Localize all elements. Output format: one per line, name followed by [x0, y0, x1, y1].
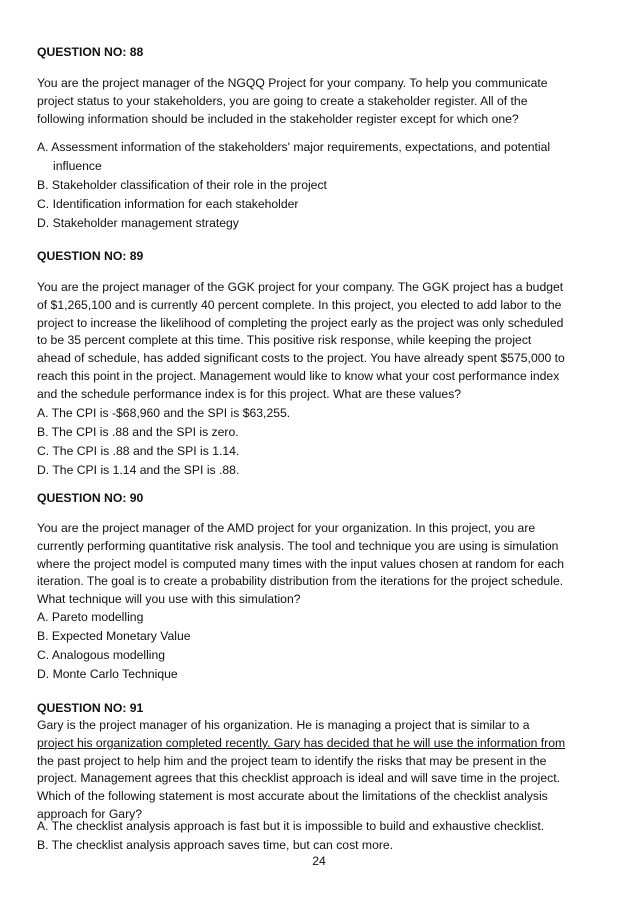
- question-line: to be 35 percent complete at this time. This positive risk response, while keeping the project: [37, 333, 532, 348]
- question-line: reach this point in the project. Management would like to know what your cost performance index: [37, 368, 560, 383]
- option-text: A. Assessment information of the stakeholders' major requirements, expectations, and potential: [37, 140, 551, 154]
- question-line: project. Management agrees that this checklist approach is ideal and will save time in the project.: [37, 771, 560, 786]
- answer-options: [37, 608, 603, 684]
- question-line: currently performing quantitative risk analysis. The tool and technique you are using is simulation: [37, 538, 559, 553]
- question-line: project status to your stakeholders, you are going to create a stakeholder register. All of the: [37, 93, 528, 108]
- question-line: project to increase the likelihood of completing the project early as the project was only scheduled: [37, 315, 564, 330]
- question-line: You are the project manager of the AMD project for your organization. In this project, you are: [37, 521, 536, 535]
- page-number: 24: [312, 854, 326, 868]
- question-line: Gary is the project manager of his organization. He is managing a project that is similar to a: [37, 718, 530, 732]
- question-title: QUESTION NO: 88: [37, 45, 144, 59]
- question-line: the past project to help him and the project team to identify the risks that may be present in the: [37, 753, 547, 768]
- question-line: Which of the following statement is most accurate about the limitations of the checklist analysis: [37, 789, 548, 804]
- question-line: of $1,265,100 and is currently 40 percent complete. In this project, you elected to add labor to the: [37, 297, 562, 312]
- question-line: project his organization completed recently. Gary has decided that he will use the information from: [37, 735, 566, 750]
- question-line: You are the project manager of the NGQQ Project for your company. To help you communicate: [37, 76, 548, 90]
- option-a: A. Pareto modelling: [37, 610, 144, 624]
- question-line: and the schedule performance index is for this project. What are these values?: [37, 386, 462, 401]
- option-a: A. The checklist analysis approach is fast but it is impossible to build and exhaustive checklist.: [37, 819, 545, 833]
- question-line: following information should be included in the stakeholder register except for which one?: [37, 111, 519, 126]
- option-d: D. Monte Carlo Technique: [37, 667, 178, 681]
- question-title: QUESTION NO: 89: [37, 249, 144, 263]
- question-title: QUESTION NO: 91: [37, 701, 144, 715]
- question-line: iteration. The goal is to create a probability distribution from the iterations for the project schedule.: [37, 574, 564, 589]
- question-line: You are the project manager of the GGK project for your company. The GGK project has a budget: [37, 280, 564, 294]
- option-text-continued: influence: [53, 159, 102, 173]
- option-c: C. Analogous modelling: [37, 648, 166, 662]
- option-d: D. Stakeholder management strategy: [37, 216, 239, 230]
- question-line: approach for Gary?: [37, 806, 143, 821]
- question-line: where the project model is computed many times with the input values chosen at random for each: [37, 556, 565, 571]
- option-b: B. Stakeholder classification of their role in the project: [37, 178, 327, 192]
- option-b: B. Expected Monetary Value: [37, 629, 191, 643]
- question-line: ahead of schedule, has added significant costs to the project. You have already spent $575,000 to: [37, 351, 565, 366]
- question-title: QUESTION NO: 90: [37, 491, 144, 505]
- question-line: What technique will you use with this simulation?: [37, 592, 301, 607]
- option-b: B. The checklist analysis approach saves time, but can cost more.: [37, 838, 394, 852]
- option-d: D. The CPI is 1.14 and the SPI is .88.: [37, 463, 240, 477]
- option-c: C. Identification information for each stakeholder: [37, 197, 299, 211]
- option-a: [37, 138, 603, 176]
- option-a: A. The CPI is -$68,960 and the SPI is $63,255.: [37, 406, 291, 420]
- answer-options: [37, 138, 603, 233]
- answer-options: [37, 817, 603, 855]
- question-text: [37, 717, 603, 824]
- question-text: [37, 279, 603, 404]
- answer-options: [37, 404, 603, 480]
- option-c: C. The CPI is .88 and the SPI is 1.14.: [37, 444, 240, 458]
- option-b: B. The CPI is .88 and the SPI is zero.: [37, 425, 239, 439]
- question-text: [37, 75, 603, 128]
- question-text: [37, 520, 603, 609]
